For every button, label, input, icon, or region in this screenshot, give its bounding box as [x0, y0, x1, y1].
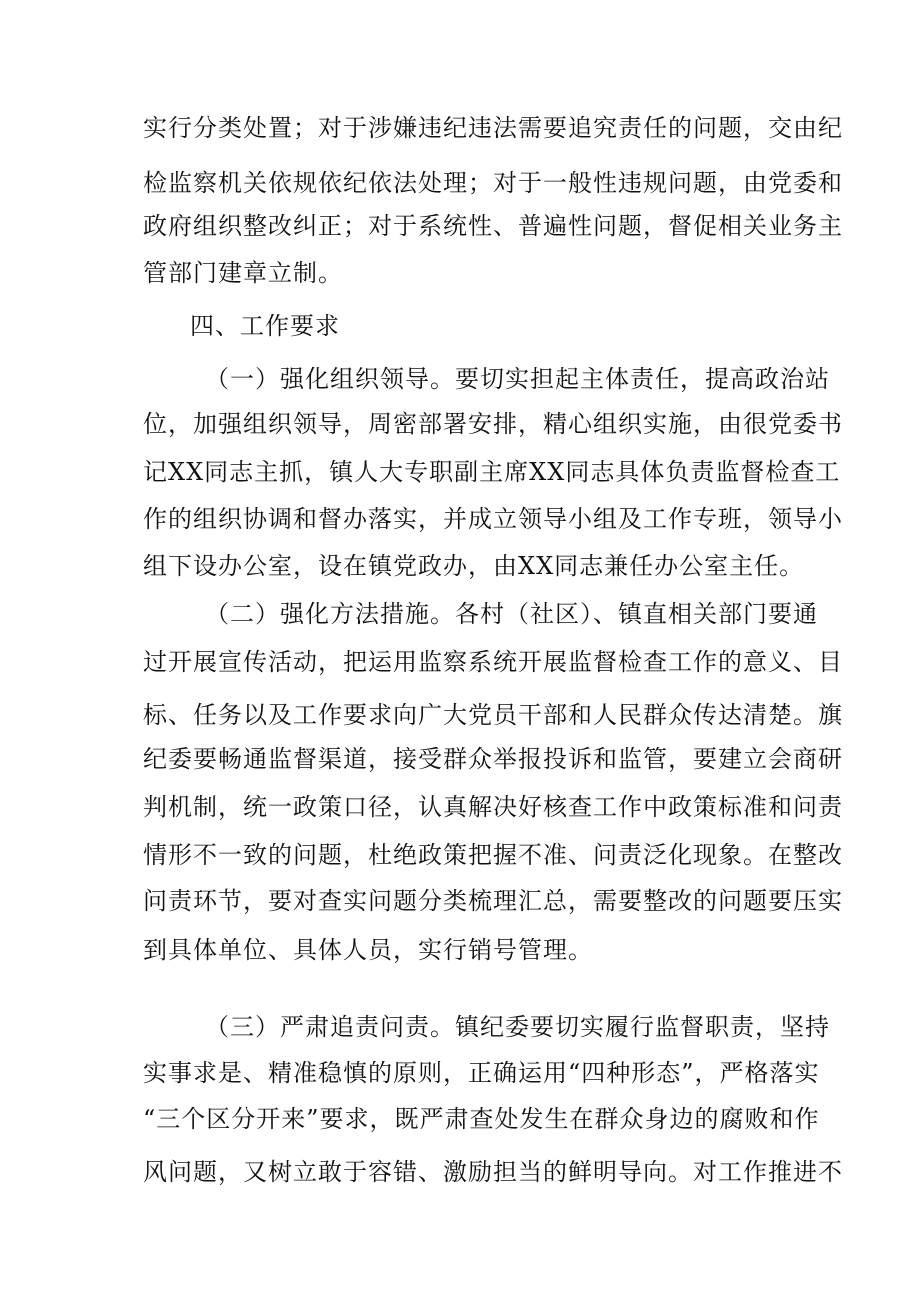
- text-line: （二）强化方法措施。各村（社区）、镇直相关部门要通: [205, 600, 818, 628]
- text-line: 情形不一致的问题，杜绝政策把握不准、问责泛化现象。在整改: [143, 841, 843, 869]
- text-line: 检监察机关依规依纪依法处理；对于一般性违规问题，由党委和: [143, 169, 843, 197]
- text-line: 过开展宣传活动，把运用监察系统开展监督检查工作的意义、目: [143, 648, 843, 676]
- text-line: “三个区分开来”要求，既严肃查处发生在群众身边的腐败和作: [143, 1105, 820, 1133]
- text-line: 风问题，又树立敢于容错、激励担当的鲜明导向。对工作推进不: [143, 1158, 843, 1186]
- text-line: 位，加强组织领导，周密部署安排，精心组织实施，由很党委书: [143, 410, 843, 438]
- text-line: 管部门建章立制。: [143, 259, 343, 287]
- text-line: 实事求是、精准稳慎的原则，正确运用“四种形态”，严格落实: [143, 1059, 820, 1087]
- text-line: 标、任务以及工作要求向广大党员干部和人民群众传达清楚。旗: [143, 701, 843, 729]
- text-line: （三）严肃追责问责。镇纪委要切实履行监督职责，坚持: [205, 1013, 830, 1041]
- text-line: 纪委要畅通监督渠道，接受群众举报投诉和监管，要建立会商研: [143, 745, 843, 773]
- section-heading: 四、工作要求: [190, 312, 340, 340]
- text-line: 实行分类处置；对于涉嫌违纪违法需要追究责任的问题，交由纪: [143, 114, 843, 142]
- text-line: 判机制，统一政策口径，认真解决好核查工作中政策标准和问责: [143, 793, 843, 821]
- text-line: 政府组织整改纠正；对于系统性、普遍性问题，督促相关业务主: [143, 212, 843, 240]
- text-line: 问责环节，要对查实问题分类梳理汇总，需要整改的问题要压实: [143, 887, 843, 915]
- text-line: 记XX同志主抓，镇人大专职副主席XX同志具体负责监督检查工: [143, 458, 841, 486]
- text-line: 作的组织协调和督办落实，并成立领导小组及工作专班，领导小: [143, 505, 843, 533]
- text-line: （一）强化组织领导。要切实担起主体责任，提高政治站: [205, 365, 830, 393]
- text-line: 到具体单位、具体人员，实行销号管理。: [143, 936, 593, 964]
- text-line: 组下设办公室，设在镇党政办，由XX同志兼任办公室主任。: [143, 552, 805, 580]
